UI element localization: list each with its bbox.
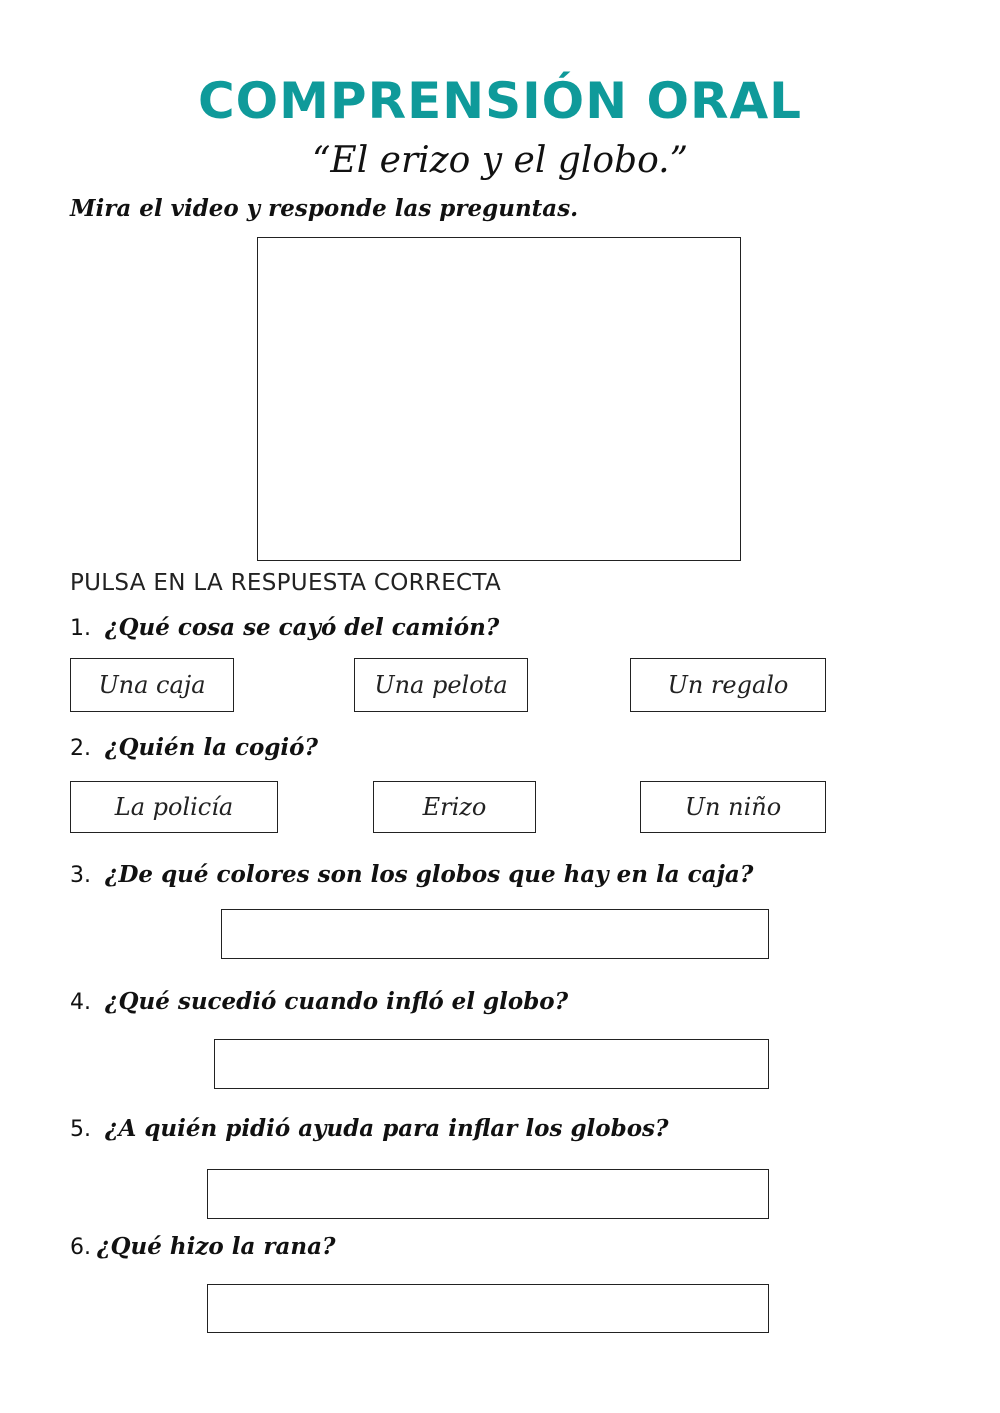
question-5 xyxy=(70,1115,668,1142)
question-3 xyxy=(70,861,753,888)
option-button[interactable]: Erizo xyxy=(373,781,536,833)
answer-field[interactable] xyxy=(207,1169,769,1219)
answer-field[interactable] xyxy=(207,1284,769,1333)
option-button[interactable]: Un niño xyxy=(640,781,826,833)
question-6 xyxy=(70,1233,336,1260)
option-button[interactable]: Un regalo xyxy=(630,658,826,712)
question-number: 4. xyxy=(70,990,91,1015)
option-button[interactable]: La policía xyxy=(70,781,278,833)
question-number: 1. xyxy=(70,616,91,641)
question-number: 6. xyxy=(70,1235,91,1260)
page-title: COMPRENSIÓN ORAL xyxy=(197,72,803,130)
instruction-text: Mira el video y responde las preguntas. xyxy=(70,195,579,222)
video-placeholder[interactable] xyxy=(257,237,741,561)
question-2 xyxy=(70,734,318,761)
answer-prompt: PULSA EN LA RESPUESTA CORRECTA xyxy=(70,570,501,596)
question-text: ¿Quién la cogió? xyxy=(105,734,318,761)
answer-field[interactable] xyxy=(214,1039,769,1089)
story-subtitle: “El erizo y el globo.” xyxy=(312,140,688,181)
question-text: ¿De qué colores son los globos que hay en la caja? xyxy=(105,861,754,888)
answer-field[interactable] xyxy=(221,909,769,959)
option-button[interactable]: Una pelota xyxy=(354,658,528,712)
question-4 xyxy=(70,988,568,1015)
question-text: ¿A quién pidió ayuda para inflar los globos? xyxy=(105,1115,669,1142)
question-number: 3. xyxy=(70,863,91,888)
question-text: ¿Qué cosa se cayó del camión? xyxy=(105,614,500,641)
question-text: ¿Qué sucedió cuando infló el globo? xyxy=(105,988,569,1015)
question-number: 5. xyxy=(70,1117,91,1142)
question-text: ¿Qué hizo la rana? xyxy=(97,1233,336,1260)
question-number: 2. xyxy=(70,736,91,761)
option-button[interactable]: Una caja xyxy=(70,658,234,712)
question-1 xyxy=(70,614,499,641)
